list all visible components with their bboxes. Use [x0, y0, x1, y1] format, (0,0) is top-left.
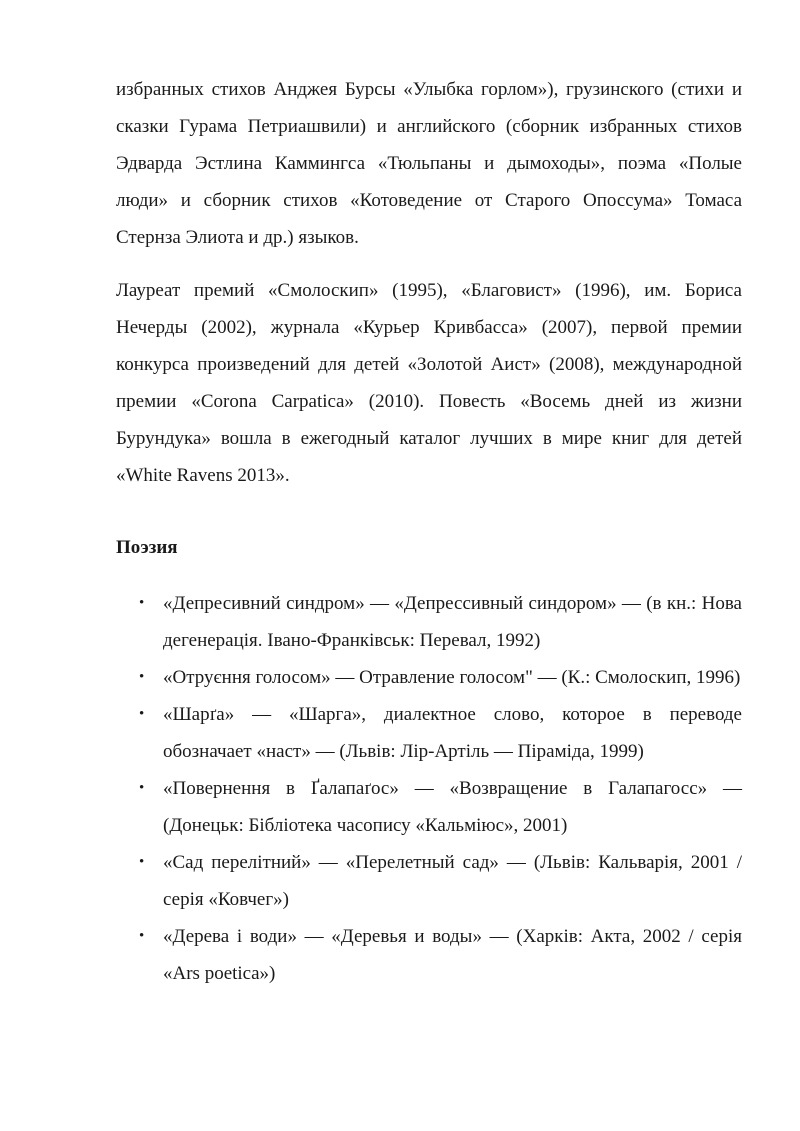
list-item [116, 918, 742, 992]
list-item [116, 659, 742, 696]
poetry-works-list [116, 585, 742, 992]
bullet-icon: • [139, 854, 145, 870]
list-item-text: «Депресивний синдром» — «Депрессивный синдором» — (в кн.: Нова дегенерація. Івано-Франківськ: Перевал, 1992) [163, 593, 742, 651]
list-item-text: «Повернення в Ґалапаґос» — «Возвращение в Галапагосс» — (Донецьк: Бібліотека часопису «Кальміюс», 2001) [163, 778, 742, 836]
document-page [116, 71, 742, 992]
bullet-icon: • [139, 669, 145, 685]
paragraph-awards: Лауреат премий «Смолоскип» (1995), «Благовист» (1996), им. Бориса Нечерды (2002), журнала «Курьер Кривбасса» (2007), первой премии конкурса произведений для детей «Золотой Аист» (2008), международной премии «Corona Carpatica» (2010). Повесть «Восемь дней из жизни Бурундука» вошла в ежегодный каталог лучших в мире книг для детей «White Ravens 2013». [116, 280, 742, 486]
list-item [116, 844, 742, 918]
list-item [116, 770, 742, 844]
paragraph-translations: избранных стихов Анджея Бурсы «Улыбка горлом»), грузинского (стихи и сказки Гурама Петриашвили) и английского (сборник избранных стихов Эдварда Эстлина Каммингса «Тюльпаны и дымоходы», поэма «Полые люди» и сборник стихов «Котоведение от Старого Опоссума» Томаса Стернза Элиота и др.) языков. [116, 79, 742, 248]
list-item-text: «Сад перелітний» — «Перелетный сад» — (Львів: Кальварія, 2001 / серія «Ковчег») [163, 852, 742, 910]
bullet-icon: • [139, 928, 145, 944]
list-item [116, 696, 742, 770]
list-item-text: «Шарґа» — «Шарга», диалектное слово, которое в переводе обозначает «наст» — (Львів: Лір-Артіль — Піраміда, 1999) [163, 704, 742, 762]
list-item-text: «Отруєння голосом» — Отравление голосом" — (К.: Смолоскип, 1996) [163, 667, 741, 688]
bullet-icon: • [139, 595, 145, 611]
bullet-icon: • [139, 706, 145, 722]
section-heading-poetry: Поэзия [116, 537, 178, 558]
list-item [116, 585, 742, 659]
bullet-icon: • [139, 780, 145, 796]
list-item-text: «Дерева і води» — «Деревья и воды» — (Харків: Акта, 2002 / серія «Ars poetica») [163, 926, 742, 984]
